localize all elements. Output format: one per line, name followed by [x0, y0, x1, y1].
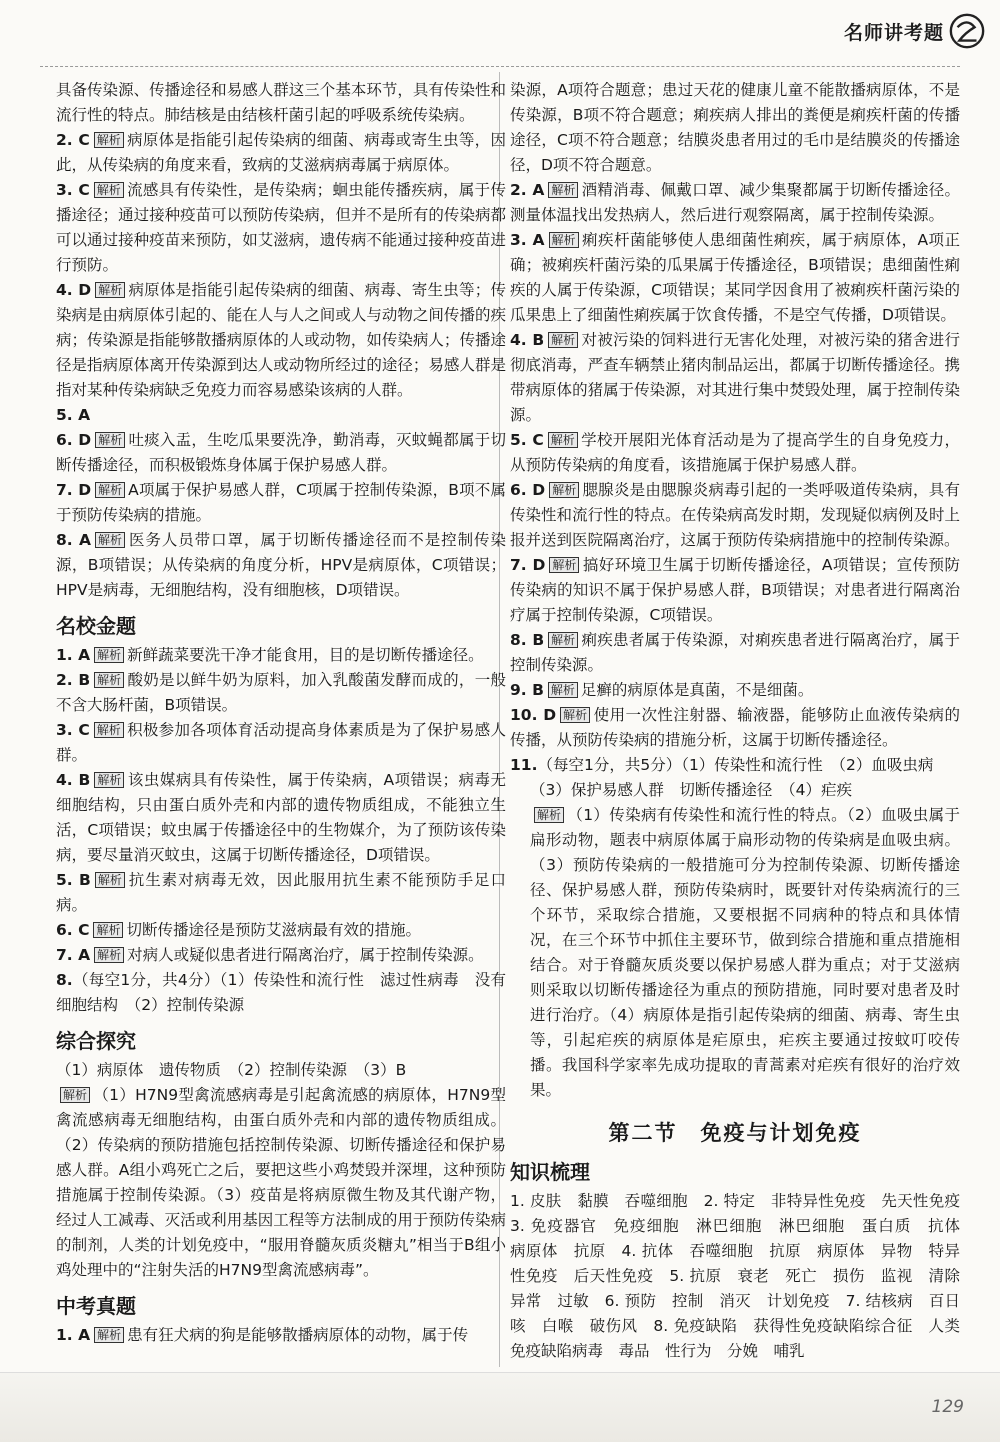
answer-number: 2. C: [56, 131, 90, 149]
answer-body: 染源，A项符合题意；患过天花的健康儿童不能散播病原体，不是传染源，B项不符合题意；痢疾病人排出的粪便是痢疾杆菌的传播途径，C项不符合题意；结膜炎患者用过的毛巾是结膜炎的传播途径，D项不符合题意。: [510, 81, 960, 174]
chapter-title: 第二节 免疫与计划免疫: [608, 1121, 862, 1145]
answer-item: [510, 478, 960, 553]
answer-item: [56, 178, 506, 278]
answer-body: 学校开展阳光体育活动是为了提高学生的自身免疫力，从预防传染病的角度看，该措施属于保护易感人群。: [510, 431, 960, 474]
answer-number: 4. B: [56, 771, 91, 789]
answer-number: 1. A: [56, 1326, 91, 1344]
footer-band: [0, 1372, 1000, 1442]
answer-item: [510, 703, 960, 753]
analysis-tag: 解析: [95, 872, 125, 888]
answer-number: 7. D: [56, 481, 92, 499]
analysis-tag: 解析: [549, 232, 579, 248]
analysis-tag: 解析: [534, 807, 564, 823]
analysis-tag: 解析: [94, 722, 124, 738]
answer-number: 4. B: [510, 331, 545, 349]
answer-item: [510, 678, 960, 703]
answer-number: 9. B: [510, 681, 544, 699]
analysis-tag: 解析: [548, 632, 578, 648]
analysis-tag: 解析: [95, 532, 125, 548]
answer-number: 7. D: [510, 556, 546, 574]
analysis-tag: 解析: [94, 772, 124, 788]
answer-body: 切断传播途径是预防艾滋病最有效的措施。: [126, 921, 421, 939]
analysis-tag: 解析: [549, 482, 579, 498]
analysis-tag: 解析: [94, 1327, 124, 1343]
analysis-tag: 解析: [94, 672, 124, 688]
answer-item: [56, 918, 506, 943]
answer-body: 对被污染的饲料进行无害化处理，对被污染的猪舍进行彻底消毒，严查车辆禁止猪肉制品运出，都属于切断传播途径。携带病原体的猪属于传染源，对其进行集中焚毁处理，属于控制传染源。: [510, 331, 960, 424]
answer-number: 3. C: [56, 721, 90, 739]
analysis-tag: 解析: [548, 432, 578, 448]
analysis-tag: 解析: [94, 132, 124, 148]
answer-body: 酒精消毒、佩戴口罩、减少集聚都属于切断传播途径。测量体温找出发热病人，然后进行观察隔离，属于控制传染源。: [510, 181, 960, 224]
answer-item: [510, 428, 960, 478]
answer-item: [56, 718, 506, 768]
answer-number: 6. D: [510, 481, 546, 499]
answer-item: [56, 278, 506, 403]
analysis-tag: 解析: [60, 1087, 90, 1103]
answer-body: （1）H7N9型禽流感病毒是引起禽流感的病原体，H7N9型禽流感病毒无细胞结构，由蛋白质外壳和内部的遗传物质组成。（2）传染病的预防措施包括控制传染源、切断传播途径和保护易感人群。A组小鸡死亡之后，要把这些小鸡焚毁并深埋，这种预防措施属于控制传染源。（3）疫苗是将病原微生物及其代谢产物，经过人工减毒、灭活或利用基因工程等方法制成的用于预防传染病的制剂，人类的计划免疫中，“服用脊髓灰质炎糖丸”相当于B组小鸡处理中的“注射失活的H7N9型禽流感病毒”。: [56, 1086, 506, 1279]
answer-body: （1）传染病有传染性和流行性的特点。（2）血吸虫属于扁形动物，题表中病原体属于扁形动物的传染病是血吸虫病。（3）预防传染病的一般措施可分为控制传染源、切断传播途径、保护易感人群，预防传染病时，既要针对传染病流行的三个环节，采取综合措施，又要根据不同病种的特点和具体情况，在三个环节中抓住主要环节，做到综合措施和重点措施相结合。对于脊髓灰质炎要以保护易感人群为重点；对于艾滋病则采取以切断传播途径为重点的预防措施，同时要对患者及时进行治疗。（4）病原体是指引起传染病的细菌、病毒、寄生虫等，引起疟疾的病原体是疟原虫，疟疾主要通过按蚊叮咬传播。我国科学家率先成功提取的青蒿素对疟疾有很好的治疗效果。: [530, 806, 960, 1099]
answer-number: 5. B: [56, 871, 91, 889]
answer-body: 痢疾患者属于传染源，对痢疾患者进行隔离治疗，属于控制传染源。: [510, 631, 960, 674]
answer-body: 足癣的病原体是真菌，不是细菌。: [580, 681, 814, 699]
answer-number: 8. B: [510, 631, 545, 649]
answer-number: 6. D: [56, 431, 92, 449]
analysis-tag: 解析: [93, 922, 123, 938]
analysis-tag: 解析: [548, 182, 578, 198]
answer-item: [56, 403, 506, 428]
answer-body: 酸奶是以鲜牛奶为原料，加入乳酸菌发酵而成的，一般不含大肠杆菌，B项错误。: [56, 671, 506, 714]
analysis-tag: 解析: [95, 432, 125, 448]
answer-text: [510, 1189, 976, 1364]
answer-number: 10. D: [510, 706, 557, 724]
answer-item: [510, 553, 960, 628]
answer-item: [56, 943, 506, 968]
answer-body: 1. 皮肤 黏膜 吞噬细胞 2. 特定 非特异性免疫 先天性免疫 3. 免疫器官 免疫细胞 淋巴细胞 淋巴细胞 蛋白质 抗体 病原体 抗原 4. 抗体 吞噬细胞 抗原 病原体 异物 特异性免疫 后天性免疫 5. 抗原 衰老 死亡 损伤 监视 清除 异常 过敏 6. 预防 控制 消灭 计划免疫 7. 结核病 百日咳 白喉 破伤风 8. 免疫缺陷 获得性免疫缺陷综合征 人类免疫缺陷病毒 毒品 性行为 分娩 哺乳: [510, 1192, 976, 1360]
right-column: [510, 78, 976, 1364]
analysis-tag: 解析: [549, 557, 579, 573]
answer-item: [56, 968, 506, 1018]
answer-item: [56, 428, 506, 478]
brand-title: 名师讲考题: [843, 22, 944, 44]
section-title: 综合探究: [56, 1029, 136, 1053]
answer-text: [510, 803, 960, 1103]
answer-body: （3）保护易感人群 切断传播途径 （4）疟疾: [530, 781, 852, 799]
answer-item: [510, 178, 960, 228]
answer-number: 2. B: [56, 671, 91, 689]
answer-item: [56, 768, 506, 868]
answer-body: 积极参加各项体育活动提高身体素质是为了保护易感人群。: [56, 721, 506, 764]
answer-item: [56, 528, 506, 603]
answer-item: [56, 668, 506, 718]
analysis-tag: 解析: [95, 282, 125, 298]
answer-body: 患有狂犬病的狗是能够散播病原体的动物，属于传: [127, 1326, 469, 1344]
answer-number: 1. A: [56, 646, 91, 664]
answer-item: [56, 868, 506, 918]
analysis-tag: 解析: [94, 647, 124, 663]
answer-text: [510, 778, 960, 803]
answer-number: 5. C: [510, 431, 544, 449]
answer-body: 病原体是指能引起传染病的细菌、病毒、寄生虫等；传染病是由病原体引起的、能在人与人之间或人与动物之间传播的疾病；传染源是指能够散播病原体的人或动物，如传染病人；传播途径是指病原体离开传染源到达人或动物所经过的途径；易感人群是指对某种传染病缺乏免疫力而容易感染该病的人群。: [56, 281, 506, 399]
section-title: 名校金题: [56, 614, 136, 638]
analysis-tag: 解析: [94, 947, 124, 963]
analysis-tag: 解析: [548, 332, 578, 348]
header-rule: [40, 66, 960, 67]
analysis-tag: 解析: [95, 482, 125, 498]
answer-item: [510, 228, 960, 328]
answer-item: [56, 128, 506, 178]
brand-logo-icon: [948, 12, 986, 50]
answer-body: 腮腺炎是由腮腺炎病毒引起的一类呼吸道传染病，具有传染性和流行性的特点。在传染病高发时期，发现疑似病例及时上报并送到医院隔离治疗，这属于预防传染病措施中的控制传染源。: [510, 481, 960, 549]
answer-item: [510, 628, 960, 678]
answer-body: 使用一次性注射器、输液器，能够防止血液传染病的传播，从预防传染病的措施分析，这属于切断传播途径。: [510, 706, 960, 749]
answer-text: [56, 1083, 506, 1283]
answer-body: （每空1分，共4分）（1）传染性和流行性 滤过性病毒 没有细胞结构 （2）控制传染源: [56, 971, 506, 1014]
answer-body: 具备传染源、传播途径和易感人群这三个基本环节，具有传染性和流行性的特点。肺结核是由结核杆菌引起的呼吸系统传染病。: [56, 81, 506, 124]
answer-body: 搞好环境卫生属于切断传播途径，A项错误；宣传预防传染病的知识不属于保护易感人群，B项错误；对患者进行隔离治疗属于控制传染源，C项错误。: [510, 556, 960, 624]
answer-body: 痢疾杆菌能够使人患细菌性痢疾，属于病原体，A项正确；被痢疾杆菌污染的瓜果属于传播途径，B项错误；患细菌性痢疾的人属于传染源，C项错误；某同学因食用了被痢疾杆菌污染的瓜果患上了细菌性痢疾属于饮食传播，不是空气传播，D项错误。: [510, 231, 960, 324]
answer-number: 3. C: [56, 181, 90, 199]
answer-body: 该虫媒病具有传染性，属于传染病，A项错误；病毒无细胞结构，只由蛋白质外壳和内部的遗传物质组成，不能独立生活，C项错误；蚊虫属于传播途径中的生物媒介，为了预防该传染病，要尽量消灭蚊虫，这属于切断传播途径，D项错误。: [56, 771, 507, 864]
answer-body: （每空1分，共5分）（1）传染性和流行性 （2）血吸虫病: [537, 756, 934, 774]
answer-item: [56, 1323, 506, 1348]
answer-number: 8. A: [56, 531, 91, 549]
answer-item: [56, 478, 506, 528]
answer-body: 流感具有传染性，是传染病；蛔虫能传播疾病，属于传播途径；通过接种疫苗可以预防传染病，但并不是所有的传染病都可以通过接种疫苗来预防，如艾滋病，遗传病不能通过接种疫苗进行预防。: [56, 181, 506, 274]
answer-item: [56, 643, 506, 668]
section-title: 知识梳理: [510, 1160, 590, 1184]
answer-number: 3. A: [510, 231, 545, 249]
answer-number: 2. A: [510, 181, 545, 199]
answer-body: （1）病原体 遗传物质 （2）控制传染源 （3）B: [56, 1061, 407, 1079]
answer-number: 4. D: [56, 281, 92, 299]
answer-number: 6. C: [56, 921, 90, 939]
answer-text: [56, 78, 506, 128]
answer-item: [510, 328, 960, 428]
answer-number: 5. A: [56, 406, 91, 424]
analysis-tag: 解析: [560, 707, 590, 723]
section-title: 中考真题: [56, 1294, 136, 1318]
answer-body: 医务人员带口罩，属于切断传播途径而不是控制传染源，B项错误；从传染病的角度分析，HPV是病原体，C项错误；HPV是病毒，无细胞结构，没有细胞核，D项错误。: [56, 531, 506, 599]
answer-item: [510, 753, 960, 778]
answer-text: [510, 78, 960, 178]
answer-body: 新鲜蔬菜要洗干净才能食用，目的是切断传播途径。: [127, 646, 484, 664]
answer-text: [56, 1058, 506, 1083]
answer-number: 8.: [56, 971, 73, 989]
answer-body: 病原体是指能引起传染病的细菌、病毒或寄生虫等，因此，从传染病的角度来看，致病的艾滋病病毒属于病原体。: [56, 131, 506, 174]
left-column: [56, 78, 506, 1348]
answer-body: 吐痰入盂，生吃瓜果要洗净，勤消毒，灭蚊蝇都属于切断传播途径，而积极锻炼身体属于保护易感人群。: [56, 431, 506, 474]
answer-number: 11.: [510, 756, 538, 774]
page-number: 129: [931, 1397, 964, 1417]
answer-number: 7. A: [56, 946, 91, 964]
analysis-tag: 解析: [548, 682, 578, 698]
analysis-tag: 解析: [94, 182, 124, 198]
answer-body: A项属于保护易感人群，C项属于控制传染源，B项不属于预防传染病的措施。: [56, 481, 507, 524]
answer-body: 对病人或疑似患者进行隔离治疗，属于控制传染源。: [127, 946, 484, 964]
answer-body: 抗生素对病毒无效，因此服用抗生素不能预防手足口病。: [56, 871, 506, 914]
